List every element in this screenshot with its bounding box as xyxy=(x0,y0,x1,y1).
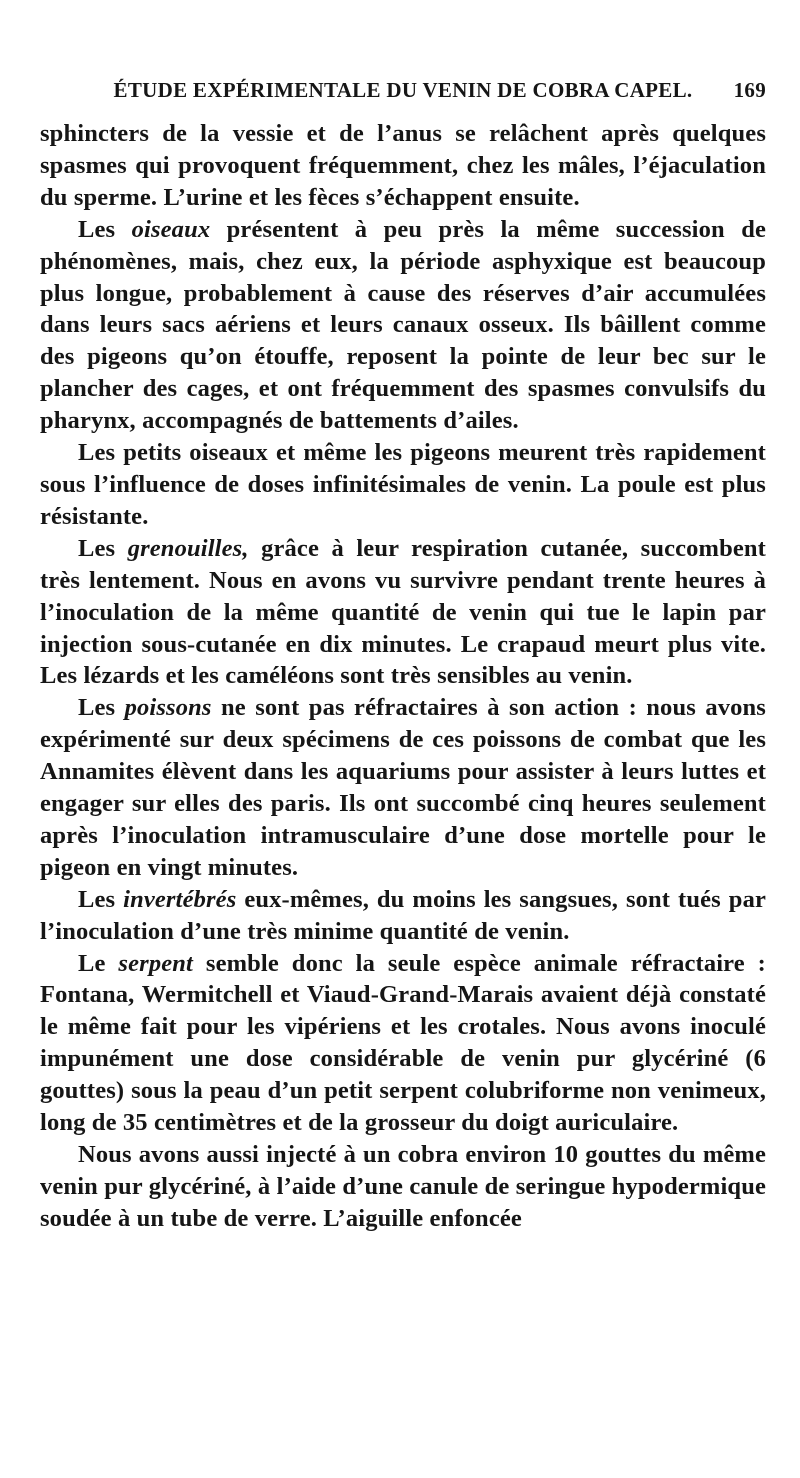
paragraph-text: Le xyxy=(78,949,119,977)
paragraph: sphincters de la vessie et de l’anus se relâchent après quelques spasmes qui provoquent fréquemment, chez les mâles, l’éjaculation du sperme. L’urine et les fèces s’échappent ensuite. xyxy=(40,120,766,211)
paragraph xyxy=(40,948,766,1139)
italic-term: invertébrés xyxy=(123,885,237,913)
paragraph-text: Les xyxy=(78,694,125,722)
paragraph-text: Les xyxy=(78,215,132,243)
running-title: ÉTUDE EXPÉRIMENTALE DU VENIN DE COBRA CAPEL. xyxy=(113,78,693,102)
italic-term: oiseaux xyxy=(131,215,211,243)
paragraph-text: grâce à leur respiration cutanée, succombent très lentement. Nous en avons vu survivre pendant trente heures à l’inoculation de la même quantité de venin qui tue le lapin par injection sous-cutanée en dix minutes. Le crapaud meurt plus vite. Les lézards et les caméléons sont très sensibles au venin. xyxy=(40,534,766,690)
paragraph-text: présentent à peu près la même succession de phénomènes, mais, chez eux, la période asphyxique est beaucoup plus longue, probablement à cause des réserves d’air accumulées dans leurs sacs aériens et leurs canaux osseux. Ils bâillent comme des pigeons qu’on étouffe, reposent la pointe de leur bec sur le plancher des cages, et ont fréquemment des spasmes convulsifs du pharynx, accompagnés de battements d’ailes. xyxy=(40,215,766,435)
italic-term: grenouilles, xyxy=(127,534,249,562)
body-text xyxy=(40,118,766,1235)
running-header xyxy=(40,70,766,106)
paragraph xyxy=(40,533,766,693)
paragraph xyxy=(40,692,766,883)
italic-term: poissons xyxy=(124,694,212,722)
page-number: 169 xyxy=(733,78,766,102)
paragraph-text: semble donc la seule espèce animale réfractaire : Fontana, Wermitchell et Viaud-Grand-Marais avaient déjà constaté le même fait pour les vipériens et les crotales. Nous avons inoculé impunément une dose considérable de venin pur glycériné (6 gouttes) sous la peau d’un petit serpent colubriforme non venimeux, long de 35 centimètres et de la grosseur du doigt auriculaire. xyxy=(40,949,766,1137)
paragraph xyxy=(40,214,766,437)
paragraph xyxy=(40,884,766,948)
paragraph-text: Les xyxy=(78,534,128,562)
paragraph-text: Les xyxy=(78,885,124,913)
paragraph: Les petits oiseaux et même les pigeons meurent très rapidement sous l’influence de doses infinitésimales de venin. La poule est plus résistante. xyxy=(40,439,766,530)
paragraph: Nous avons aussi injecté à un cobra environ 10 gouttes du même venin pur glycériné, à l’aide d’une canule de seringue hypodermique soudée à un tube de verre. L’aiguille enfoncée xyxy=(40,1141,766,1232)
italic-term: serpent xyxy=(118,949,193,977)
paragraph-text: eux-mêmes, du moins les sangsues, sont tués par l’inoculation d’une très minime quantité de venin. xyxy=(40,885,766,945)
paragraph-text: ne sont pas réfractaires à son action : nous avons expérimenté sur deux spécimens de ces poissons de combat que les Annamites élèvent dans les aquariums pour assister à leurs luttes et engager sur elles des paris. Ils ont succombé cinq heures seulement après l’inoculation intramusculaire d’une dose mortelle pour le pigeon en vingt minutes. xyxy=(40,694,766,881)
